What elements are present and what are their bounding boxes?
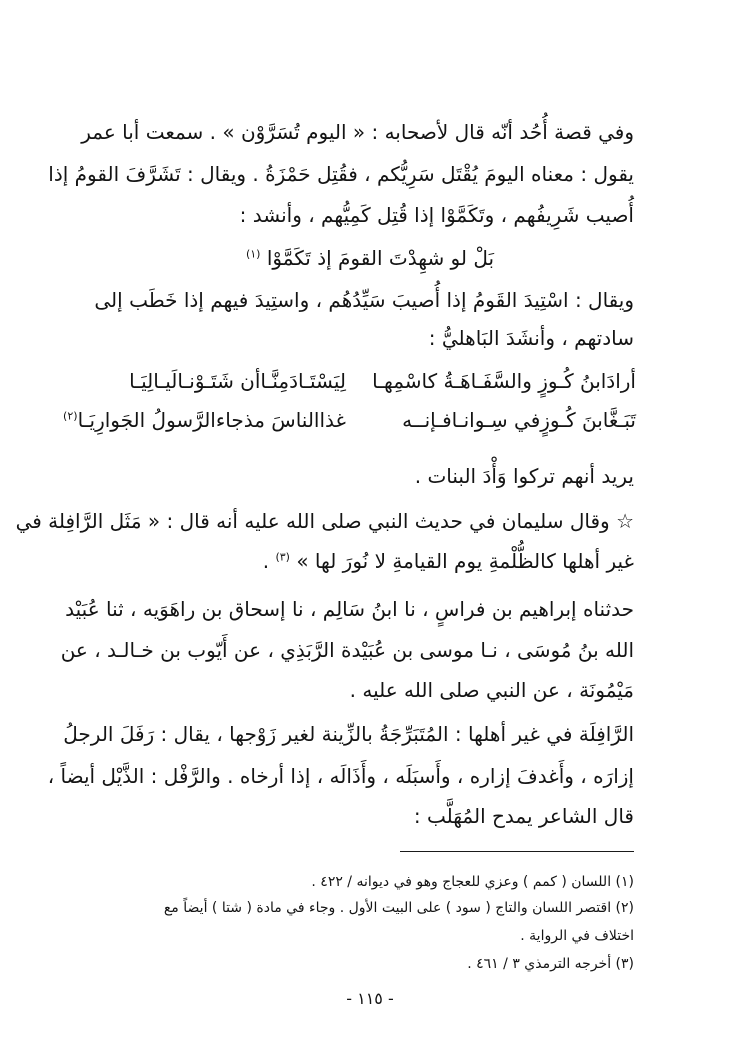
paragraph-5-line-2: الله بنُ مُوسَى ، نـا موسى بن عُبَيْدة الرَّبَذِي ، عن أَيّوب بن خـالـد ، عن (60, 638, 634, 662)
verse-2-line-2-text: غذاالناسَ مذجاءالرَّسولُ الجَوارِيَـا (77, 408, 346, 432)
paragraph-6-line-2: إزارَه ، وأَغدفَ إزاره ، وأَسبَلَه ، وأَذَالَه ، إذا أرخاه . والرَّفْل : الذَّيْل أيضاً ، (47, 764, 634, 788)
paragraph-2-line-2: سادتهم ، وأنشَدَ البَاهليُّ : (428, 326, 634, 350)
paragraph-6-line-3: قال الشاعر يمدح المُهَلَّب : (413, 804, 634, 828)
footnote-ref-1: (١) (245, 247, 261, 261)
verse-2-line-2-second-hemistich (63, 406, 346, 434)
footnote-2-line-2: اختلاف في الرواية . (520, 928, 634, 944)
paragraph-3: يريد أنهم تركوا وَأْدَ البنات . (414, 464, 634, 488)
paragraph-4-line-1: ☆ وقال سليمان في حديث النبي صلى الله عليه أنه قال : « مَثَل الرَّافِلة في (15, 509, 634, 533)
paragraph-2-line-1: ويقال : اسْتِيدَ القَومُ إذا أُصيبَ سَيِّدُهُم ، واستِيدَ فيهم إذا خَطَب إلى (94, 288, 634, 312)
paragraph-1-line-2: يقول : معناه اليومَ يُقْتَل سَرِيُّكم ، فقُتِل حَمْزَةُ . ويقال : تَشَرَّفَ القومُ إذا (48, 162, 634, 186)
paragraph-4-line-2-text: غير أهلها كالظُّلْمةِ يوم القيامةِ لا نُورَ لها » (296, 549, 634, 573)
footnote-2-line-1: (٢) اقتصر اللسان والتاج ( سود ) على البيت الأول . وجاء في مادة ( شتا ) أيضاً مع (163, 900, 634, 916)
paragraph-6-line-1: الرَّافِلَة في غير أهلها : المُتَبَرِّجَةُ بالزِّينة لغير زَوْجها ، يقال : رَفَلَ الرجلُ (63, 722, 634, 746)
page-number: - ١١٥ - (346, 989, 394, 1008)
footnote-1: (١) اللسان ( كمم ) وعزي للعجاج وهو في ديوانه / ٤٢٢ . (311, 874, 634, 890)
period: . (262, 549, 270, 573)
paragraph-1-line-1: وفي قصة أُحُد أنّه قال لأصحابه : « اليوم تُسَرَّوْن » . سمعت أبا عمر (81, 120, 634, 144)
footnote-separator (400, 851, 634, 852)
paragraph-4-line-2 (250, 547, 634, 575)
footnote-3: (٣) أخرجه الترمذي ٣ / ٤٦١ . (467, 956, 634, 972)
verse-1 (200, 244, 540, 272)
paragraph-5-line-1: حدثناه إبراهيم بن فراسٍ ، نا ابنُ سَالِم ، نا إسحاق بن راهَوَيه ، ثنا عُبَيْد (65, 597, 634, 621)
verse-2-line-1-second-hemistich: لِيَسْتَـادَمِنَّـاأن شَتَـوْنـالَيـالِيَـا (129, 369, 346, 393)
paragraph-1-line-3: أُصيب شَرِيفُهم ، وتَكَمَّوْا إذا قُتِل كَمِيُّهم ، وأنشد : (239, 203, 634, 227)
verse-2-line-2-first-hemistich: تَبَـغَّابنَ كُـوزٍفي سِـوانـافـإنــه (402, 408, 636, 432)
verse-1-text: بَلْ لو شهِدْتَ القومَ إذ تَكَمَّوْا (266, 246, 495, 270)
footnote-ref-3: (٣) (275, 550, 290, 564)
verse-2-line-1-first-hemistich: أرادَابنُ كُـوزٍ والسَّفَـاهَـةُ كاسْمِهـا (372, 369, 636, 393)
footnote-ref-2: (٢) (63, 409, 78, 423)
paragraph-5-line-3: مَيْمُونَة ، عن النبي صلى الله عليه . (349, 678, 634, 702)
